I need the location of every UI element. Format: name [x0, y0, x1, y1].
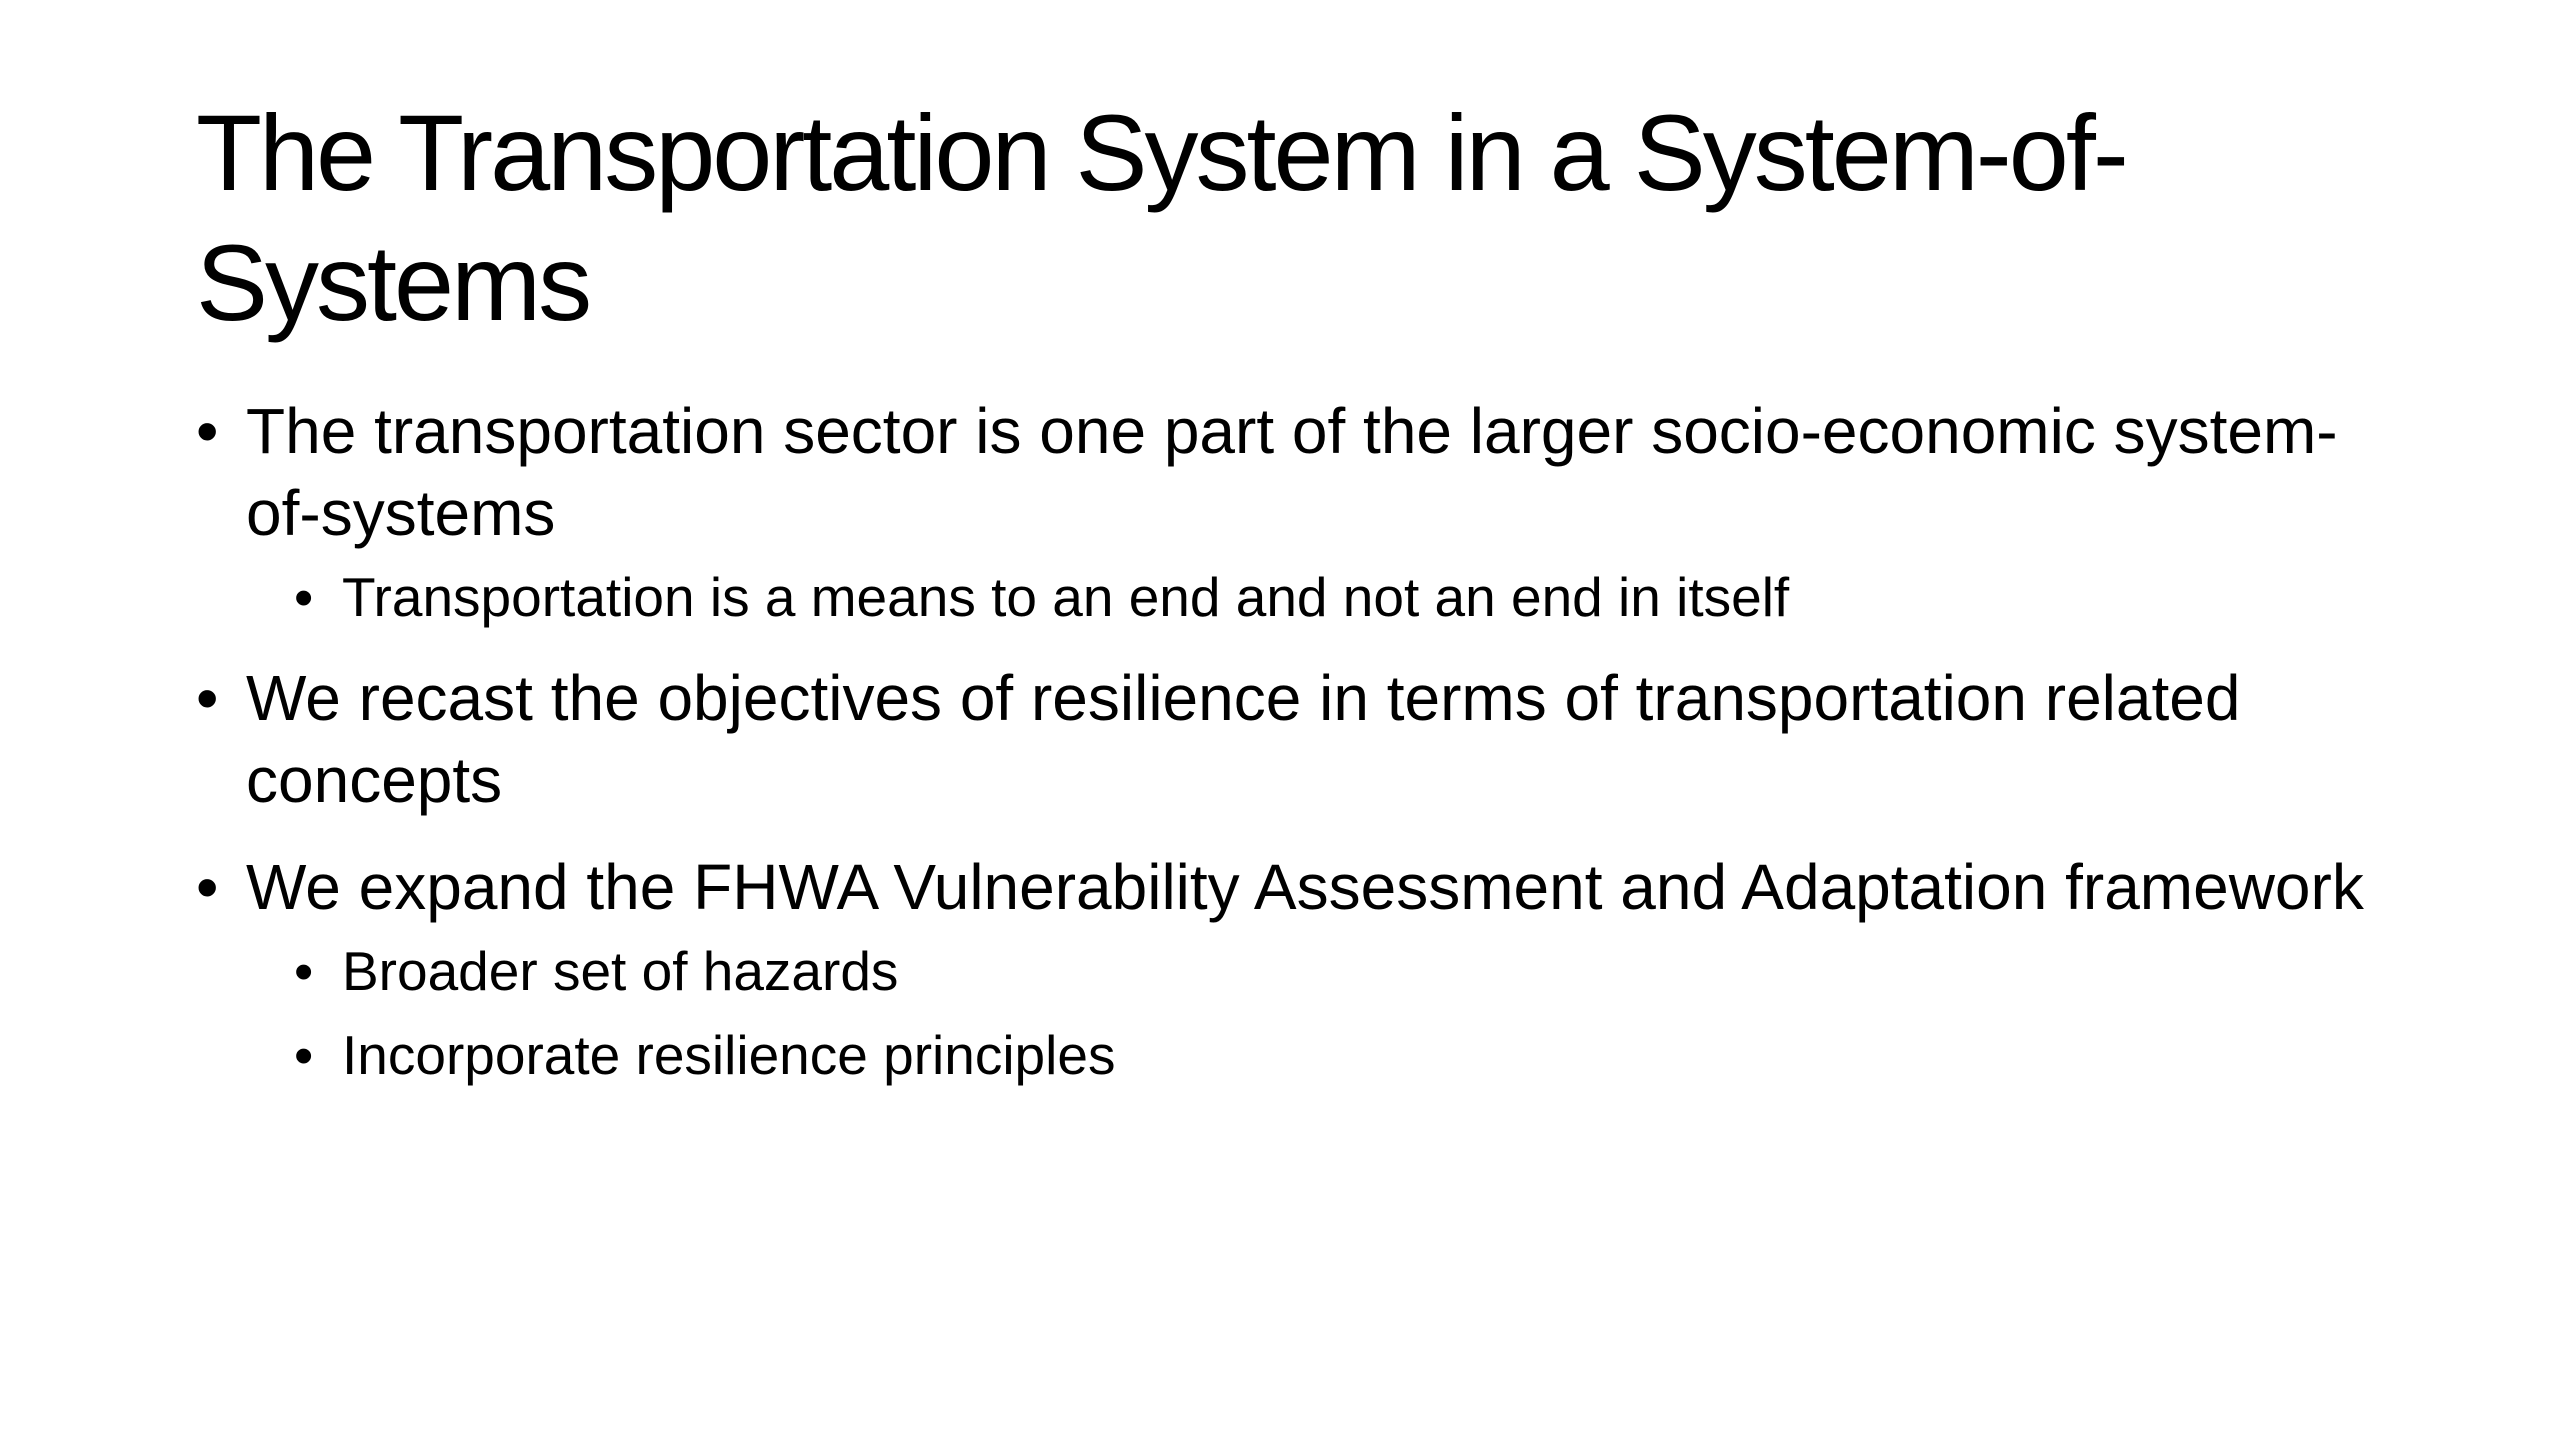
bullet-icon: • [196, 662, 219, 734]
sub-bullet-item [294, 562, 2396, 632]
sub-bullet-item [294, 1020, 2396, 1090]
sub-bullet-text: Incorporate resilience principles [342, 1024, 1116, 1086]
sub-bullet-icon: • [294, 940, 314, 1002]
bullet-item [196, 657, 2396, 821]
sub-bullet-icon: • [294, 566, 314, 628]
sub-bullet-item [294, 936, 2396, 1006]
slide-title: The Transportation System in a System-of-Systems [196, 92, 2126, 343]
bullet-item [196, 846, 2396, 1090]
sub-bullet-text: Broader set of hazards [342, 940, 899, 1002]
bullet-icon: • [196, 851, 219, 923]
bullet-text: The transportation sector is one part of the larger socio-economic system-of-systems [246, 395, 2338, 549]
bullet-list [196, 390, 2396, 1115]
bullet-text: We expand the FHWA Vulnerability Assessment and Adaptation framework [246, 851, 2364, 923]
sub-bullet-text: Transportation is a means to an end and not an end in itself [342, 566, 1790, 628]
sub-bullet-list [294, 936, 2396, 1090]
sub-bullet-icon: • [294, 1024, 314, 1086]
sub-bullet-list [294, 562, 2396, 632]
bullet-item [196, 390, 2396, 632]
bullet-icon: • [196, 395, 219, 467]
bullet-text: We recast the objectives of resilience in terms of transportation related concepts [246, 662, 2241, 816]
